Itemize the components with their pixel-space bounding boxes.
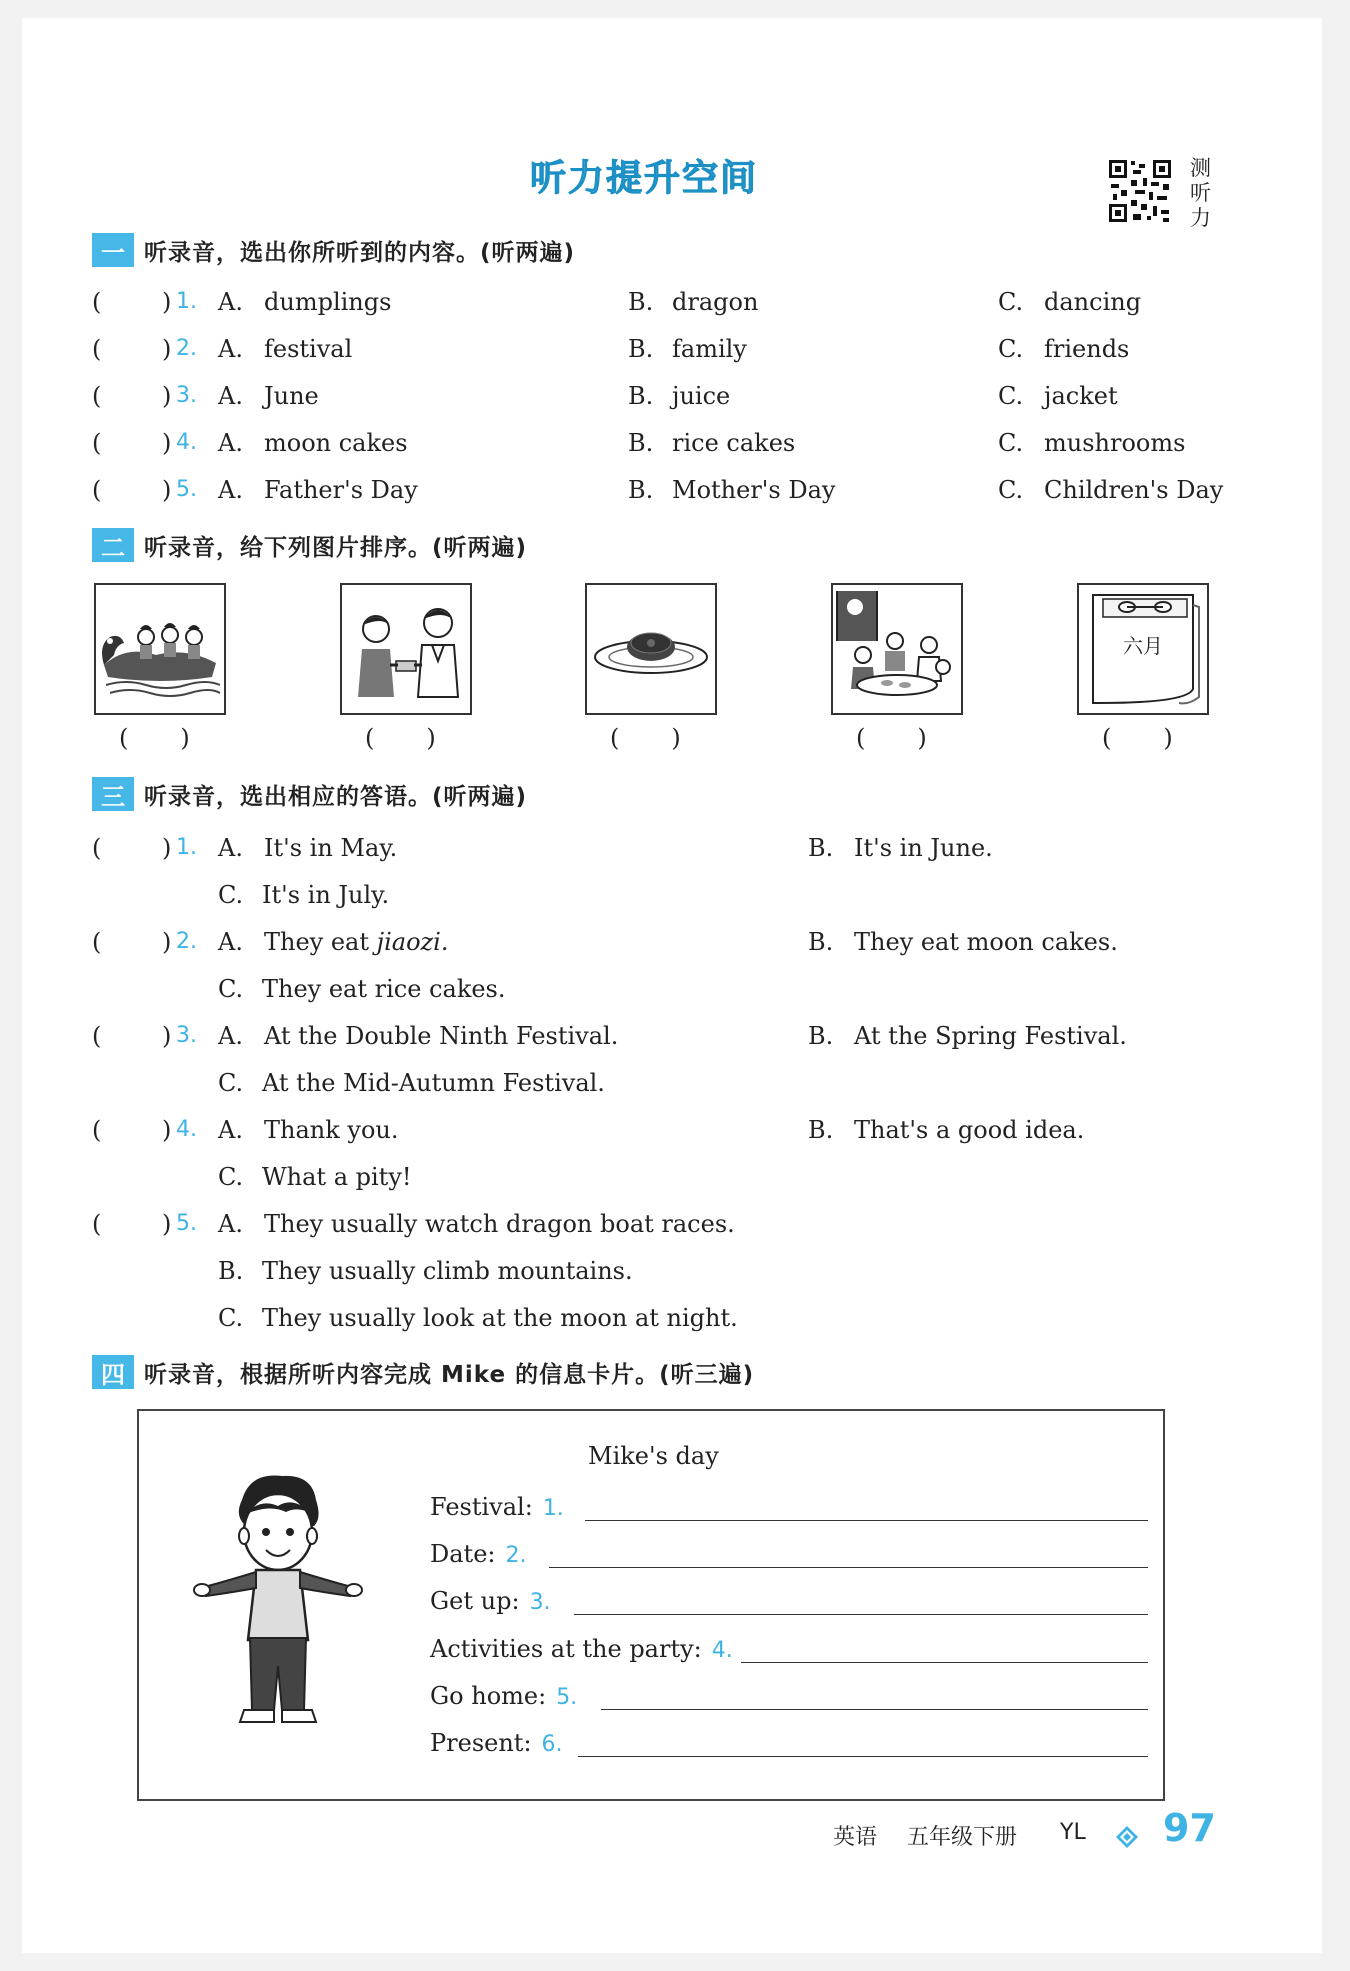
question-row-b [92, 1254, 1092, 1288]
card-field-label: Present: [430, 1729, 532, 1757]
answer-paren-open[interactable]: ( [92, 335, 102, 363]
option-c-label: C. [218, 1069, 244, 1097]
answer-paren-close[interactable]: ) [162, 382, 172, 410]
option-c-label: C. [218, 1304, 244, 1332]
answer-paren-open[interactable]: ( [92, 288, 102, 316]
option-b-label: B. [628, 429, 654, 457]
diamond-icon [1116, 1826, 1138, 1848]
question-number: 3. [176, 383, 197, 408]
section-badge: 三 [92, 777, 134, 811]
question-row [92, 1113, 1212, 1147]
question-row-c [92, 1301, 1092, 1335]
option-a [264, 925, 448, 959]
card-field-blank[interactable] [585, 1520, 1148, 1521]
section-badge: 二 [92, 528, 134, 562]
option-a-text: Thank you. [264, 1116, 399, 1144]
option-a-text: They eat [264, 928, 377, 956]
option-c: It's in July. [262, 881, 390, 909]
question-row [92, 473, 1224, 507]
card-field-blank[interactable] [578, 1756, 1148, 1757]
section-3-header [92, 776, 527, 812]
page-title: 听力提升空间 [530, 158, 759, 199]
question-row [92, 831, 1212, 865]
question-number: 5. [176, 477, 197, 502]
option-b: They eat moon cakes. [854, 928, 1118, 956]
option-b: They usually climb mountains. [262, 1257, 633, 1285]
answer-blank[interactable]: ( ) [1102, 724, 1173, 752]
card-field-number: 5. [556, 1685, 578, 1710]
question-row [92, 925, 1212, 959]
card-field [430, 1584, 551, 1618]
option-a: moon cakes [264, 429, 408, 457]
option-b-label: B. [628, 476, 654, 504]
card-title: Mike's day [588, 1442, 719, 1470]
question-number: 3. [176, 1023, 197, 1048]
section-1-header [92, 232, 575, 268]
question-number: 1. [176, 835, 197, 860]
dragon-boat-race-image [94, 583, 226, 715]
side-label-char: 听 [1190, 181, 1211, 205]
card-field [430, 1490, 564, 1524]
option-c: jacket [1044, 382, 1118, 410]
answer-blank[interactable]: ( ) [365, 724, 436, 752]
option-b-label: B. [808, 928, 834, 956]
answer-paren-close[interactable]: ) [162, 834, 172, 862]
card-field-label: Get up: [430, 1587, 520, 1615]
option-b-label: B. [808, 1116, 834, 1144]
side-label-char: 力 [1190, 206, 1211, 230]
answer-paren-close[interactable]: ) [162, 429, 172, 457]
question-row [92, 426, 1212, 460]
option-a-label: A. [218, 834, 243, 862]
answer-paren-close[interactable]: ) [162, 335, 172, 363]
card-field-blank[interactable] [741, 1662, 1148, 1663]
question-row-c [92, 1160, 1092, 1194]
answer-blank[interactable]: ( ) [610, 724, 681, 752]
card-field-blank[interactable] [549, 1567, 1148, 1568]
answer-paren-close[interactable]: ) [162, 1210, 172, 1238]
option-c: They eat rice cakes. [262, 975, 506, 1003]
moon-cake-image [585, 583, 717, 715]
option-a [264, 1207, 735, 1241]
option-c: dancing [1044, 288, 1142, 316]
question-row [92, 379, 1212, 413]
question-row [92, 1207, 1212, 1241]
option-a: Father's Day [264, 476, 418, 504]
option-b: It's in June. [854, 834, 993, 862]
option-a-label: A. [218, 382, 243, 410]
section-instruction: 听录音，根据所听内容完成 Mike 的信息卡片。(听三遍) [144, 1361, 755, 1388]
section-2-header [92, 527, 527, 563]
answer-paren-close[interactable]: ) [162, 928, 172, 956]
card-field-blank[interactable] [574, 1614, 1148, 1615]
option-a-label: A. [218, 429, 243, 457]
option-a-label: A. [218, 928, 243, 956]
answer-paren-open[interactable]: ( [92, 1022, 102, 1050]
option-b: dragon [672, 288, 759, 316]
option-a-text: It's in May. [264, 834, 398, 862]
answer-paren-open[interactable]: ( [92, 834, 102, 862]
side-label-char: 测 [1190, 156, 1211, 180]
option-b: family [672, 335, 747, 363]
option-c: They usually look at the moon at night. [262, 1304, 738, 1332]
question-number: 2. [176, 336, 197, 361]
card-field-label: Festival: [430, 1493, 533, 1521]
card-field-number: 1. [542, 1496, 564, 1521]
answer-paren-open[interactable]: ( [92, 429, 102, 457]
option-b-label: B. [628, 382, 654, 410]
section-instruction: 听录音，选出你所听到的内容。(听两遍) [144, 239, 576, 266]
card-field [430, 1726, 563, 1760]
question-number: 4. [176, 1117, 197, 1142]
section-instruction: 听录音，选出相应的答语。(听两遍) [144, 783, 528, 810]
question-row [92, 332, 1212, 366]
answer-paren-open[interactable]: ( [92, 476, 102, 504]
card-field-blank[interactable] [601, 1709, 1148, 1710]
card-field-number: 3. [529, 1590, 551, 1615]
section-badge: 四 [92, 1355, 134, 1389]
option-a-label: A. [218, 1210, 243, 1238]
card-field-label: Date: [430, 1540, 496, 1568]
question-row [92, 1019, 1212, 1053]
option-a-label: A. [218, 335, 243, 363]
option-c: mushrooms [1044, 429, 1186, 457]
option-b-label: B. [808, 1022, 834, 1050]
option-b: Mother's Day [672, 476, 836, 504]
option-c: Children's Day [1044, 476, 1224, 504]
answer-paren-close[interactable]: ) [162, 1022, 172, 1050]
footer-grade: 五年级下册 [907, 1825, 1018, 1850]
option-a [264, 1019, 618, 1053]
option-c-label: C. [998, 335, 1024, 363]
section-badge: 一 [92, 233, 134, 267]
mike-illustration [190, 1470, 365, 1735]
card-field [430, 1537, 526, 1571]
question-row-c [92, 1066, 1092, 1100]
option-b-label: B. [808, 834, 834, 862]
option-a-label: A. [218, 1116, 243, 1144]
option-c: friends [1044, 335, 1130, 363]
option-c-label: C. [218, 881, 244, 909]
question-number: 1. [176, 289, 197, 314]
question-number: 2. [176, 929, 197, 954]
option-a [264, 831, 397, 865]
card-field-label: Activities at the party: [430, 1635, 702, 1663]
answer-paren-close[interactable]: ) [162, 476, 172, 504]
card-field-label: Go home: [430, 1682, 547, 1710]
answer-paren-open[interactable]: ( [92, 1210, 102, 1238]
option-a-text: At the Double Ninth Festival. [264, 1022, 619, 1050]
answer-paren-open[interactable]: ( [92, 1116, 102, 1144]
option-b: At the Spring Festival. [854, 1022, 1127, 1050]
question-number: 4. [176, 430, 197, 455]
option-c-label: C. [998, 429, 1024, 457]
option-b-label: B. [628, 288, 654, 316]
option-c-label: C. [998, 288, 1024, 316]
answer-paren-open[interactable]: ( [92, 928, 102, 956]
option-a [264, 1113, 399, 1147]
section-instruction: 听录音，给下列图片排序。(听两遍) [144, 534, 528, 561]
calendar-image [1077, 583, 1209, 715]
question-row [92, 285, 1212, 319]
footer-subject: 英语 [833, 1825, 878, 1850]
option-a-label: A. [218, 1022, 243, 1050]
option-b: rice cakes [672, 429, 796, 457]
question-row-c [92, 878, 1092, 912]
option-c-label: C. [218, 975, 244, 1003]
option-b-label: B. [628, 335, 654, 363]
option-a: dumplings [264, 288, 392, 316]
option-c: At the Mid-Autumn Festival. [262, 1069, 605, 1097]
option-c-label: C. [218, 1163, 244, 1191]
option-c-label: C. [998, 476, 1024, 504]
option-b-label: B. [218, 1257, 244, 1285]
section-4-header [92, 1354, 754, 1390]
footer-edition: YL [1060, 1820, 1086, 1845]
giving-gift-image [340, 583, 472, 715]
option-a-italic: jiaozi. [376, 928, 449, 956]
card-field-number: 4. [711, 1638, 733, 1663]
answer-blank[interactable]: ( ) [856, 724, 927, 752]
answer-paren-open[interactable]: ( [92, 382, 102, 410]
card-field-number: 2. [505, 1543, 527, 1568]
family-dinner-image [831, 583, 963, 715]
option-a: June [264, 382, 319, 410]
option-c-label: C. [998, 382, 1024, 410]
option-b: That's a good idea. [854, 1116, 1085, 1144]
option-a: festival [264, 335, 353, 363]
listening-test-label [1190, 156, 1212, 231]
option-c: What a pity! [262, 1163, 412, 1191]
option-b: juice [672, 382, 731, 410]
question-number: 5. [176, 1211, 197, 1236]
card-field [430, 1679, 577, 1713]
calendar-month-text: 六月 [1123, 634, 1163, 658]
card-field [430, 1632, 733, 1666]
option-a-label: A. [218, 476, 243, 504]
page-number: 97 [1163, 1806, 1216, 1850]
answer-paren-close[interactable]: ) [162, 288, 172, 316]
question-row-c [92, 972, 1092, 1006]
qr-code-icon [1107, 158, 1173, 224]
answer-blank[interactable]: ( ) [119, 724, 190, 752]
answer-paren-close[interactable]: ) [162, 1116, 172, 1144]
card-field-number: 6. [541, 1732, 563, 1757]
option-a-label: A. [218, 288, 243, 316]
option-a-text: They usually watch dragon boat races. [264, 1210, 735, 1238]
